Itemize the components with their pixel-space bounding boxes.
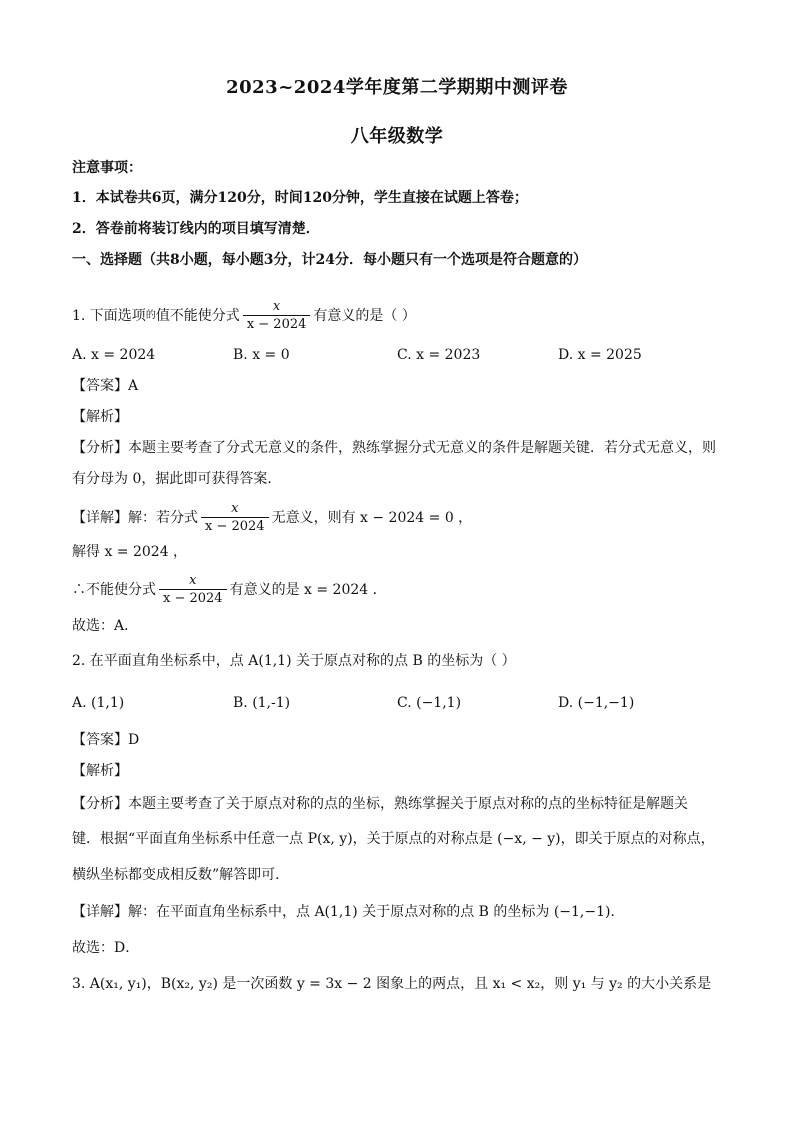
q1-fraction (243, 299, 311, 333)
q1-frac-num: x (272, 299, 281, 314)
q2-option-d: D. (−1,−1) (558, 695, 635, 711)
q1-detail-1b: 无意义，则有 x − 2024 = 0 ， (271, 510, 473, 526)
question-3-stem: 3. A(x₁, y₁)，B(x₂, y₂) 是一次函数 y = 3x − 2 图象上的两点，且 x₁ < x₂，则 y₁ 与 y₂ 的大小关系是 (72, 976, 712, 992)
q1-prefix: 1. 下面选项 (72, 308, 146, 324)
notes-item-1: 1．本试卷共6页，满分120分，时间120分钟，学生直接在试题上答卷； (72, 190, 528, 206)
q1-choose: 故选：A． (72, 618, 139, 634)
q2-answer: 【答案】D (72, 732, 140, 748)
q1-option-b: B. x = 0 (233, 347, 290, 363)
q1-answer: 【答案】A (72, 378, 139, 394)
notes-heading: 注意事项： (72, 160, 142, 176)
q1-suffix: 有意义的是（ ） (313, 308, 416, 324)
q2-option-b: B. (1,‑1) (233, 695, 291, 711)
q1-detail-3b: 有意义的是 x = 2024 ． (229, 582, 387, 598)
q1-detail-3a: ∴不能使分式 (72, 582, 156, 598)
question-2-stem: 2. 在平面直角坐标系中，点 A(1,1) 关于原点对称的点 B 的坐标为（ ） (72, 653, 516, 669)
q2-detail: 【详解】解：在平面直角坐标系中，点 A(1,1) 关于原点对称的点 B 的坐标为 (−1,−1)． (72, 904, 625, 920)
q1-fenxi-line-1: 【分析】本题主要考查了分式无意义的条件，熟练掌握分式无意义的条件是解题关键．若分式无意义，则 (72, 440, 716, 456)
q1-option-d: D. x = 2025 (558, 347, 642, 363)
q2-fenxi-line-3: 横纵坐标都变成相反数”解答即可． (72, 867, 290, 883)
q1-detail-line-1 (72, 498, 472, 538)
q1-option-c: C. x = 2023 (397, 347, 481, 363)
q2-fenxi-line-2: 键．根据“平面直角坐标系中任意一点 P(x, y)，关于原点的对称点是 (−x, − y)，即关于原点的对称点， (72, 831, 715, 847)
q1-mid: 值不能使分式 (155, 308, 240, 324)
q1-detail-fraction-1 (201, 501, 269, 535)
q1-detail-line-2: 解得 x = 2024 ， (72, 544, 188, 560)
q2-choose: 故选：D． (72, 940, 140, 956)
q1-detail-frac-2-den: x − 2024 (159, 589, 227, 607)
q1-detail-1a: 【详解】解：若分式 (72, 510, 198, 526)
q1-detail-line-3 (72, 570, 387, 610)
q1-fenxi-line-2: 有分母为 0，据此即可获得答案． (72, 471, 282, 487)
section-heading-choice: 一、选择题（共8小题，每小题3分，计24分．每小题只有一个选项是符合题意的） (72, 252, 587, 268)
q2-option-a: A. (1,1) (72, 695, 125, 711)
q2-option-c: C. (−1,1) (397, 695, 462, 711)
notes-item-2: 2．答卷前将装订线内的项目填写清楚． (72, 221, 320, 237)
q1-analysis-label: 【解析】 (72, 409, 128, 425)
q2-analysis-label: 【解析】 (72, 763, 128, 779)
exam-subtitle: 八年级数学 (350, 126, 444, 147)
q2-fenxi-line-1: 【分析】本题主要考查了关于原点对称的点的坐标，熟练掌握关于原点对称的点的坐标特征是解题关 (72, 796, 688, 812)
q1-mark: 的 (145, 310, 156, 321)
question-1-stem (72, 296, 416, 336)
q1-option-a: A. x = 2024 (72, 347, 156, 363)
exam-title: 2023~2024学年度第二学期期中测评卷 (226, 77, 568, 98)
q1-detail-frac-1-num: x (231, 501, 239, 516)
q1-detail-fraction-2 (159, 573, 227, 607)
q1-detail-frac-1-den: x − 2024 (201, 517, 269, 535)
q1-detail-frac-2-num: x (189, 573, 197, 588)
q1-frac-den: x − 2024 (243, 315, 311, 333)
